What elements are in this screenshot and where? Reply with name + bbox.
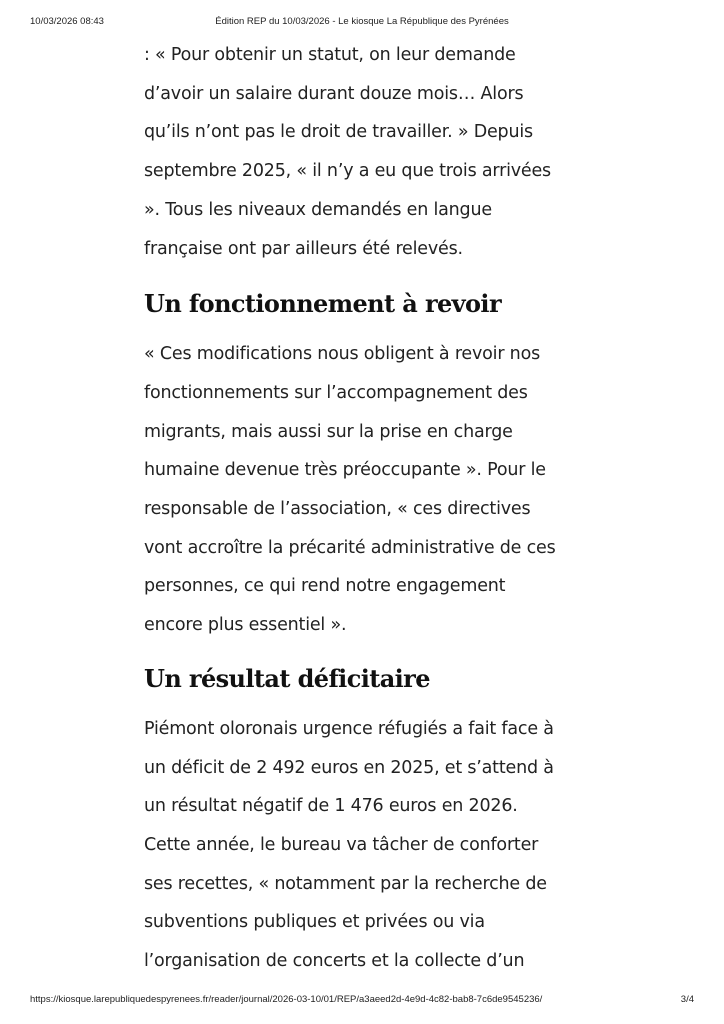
article-body	[144, 36, 589, 981]
text-line: fonctionnements sur l’accompagnement des	[144, 382, 528, 403]
text-line: l’organisation de concerts et la collecte d’un	[144, 951, 525, 972]
text-line: responsable de l’association, « ces directives	[144, 499, 531, 520]
text-line: septembre 2025, « il n’y a eu que trois arrivées	[144, 161, 551, 182]
print-date: 10/03/2026 08:43	[30, 16, 104, 27]
text-line: ». Tous les niveaux demandés en langue	[144, 199, 492, 220]
text-line: Piémont oloronais urgence réfugiés a fait face à	[144, 718, 554, 739]
text-line: française ont par ailleurs été relevés.	[144, 238, 463, 259]
text-line: : « Pour obtenir un statut, on leur demande	[144, 45, 516, 65]
print-footer	[30, 994, 694, 1008]
text-line: personnes, ce qui rend notre engagement	[144, 576, 506, 597]
print-header	[30, 16, 694, 30]
text-line: migrants, mais aussi sur la prise en charge	[144, 421, 513, 442]
text-line: qu’ils n’ont pas le droit de travailler. » Depuis	[144, 122, 533, 143]
text-line: ses recettes, « notamment par la recherche de	[144, 873, 547, 894]
text-line: humaine devenue très préoccupante ». Pour le	[144, 460, 546, 481]
text-line: un résultat négatif de 1 476 euros en 2026.	[144, 796, 518, 817]
page-url: https://kiosque.larepubliquedespyrenees.fr/reader/journal/2026-03-10/01/REP/a3aeed2d-4e9d-4c82-bab8-7c6de9545236/	[30, 994, 543, 1005]
text-line: d’avoir un salaire durant douze mois… Alors	[144, 83, 524, 104]
paragraph-fonctionnement	[144, 335, 589, 645]
text-line: subventions publiques et privées ou via	[144, 912, 485, 933]
text-line: « Ces modifications nous obligent à revoir nos	[144, 344, 540, 365]
print-title: Édition REP du 10/03/2026 - Le kiosque La République des Pyrénées	[215, 16, 509, 27]
paragraph-resultat	[144, 710, 589, 981]
section-heading-fonctionnement: Un fonctionnement à revoir	[144, 289, 501, 319]
text-line: encore plus essentiel ».	[144, 615, 347, 636]
section-heading-resultat: Un résultat déficitaire	[144, 663, 430, 693]
page-number: 3/4	[680, 994, 694, 1005]
text-line: Cette année, le bureau va tâcher de conforter	[144, 834, 539, 855]
paragraph-intro	[144, 36, 589, 268]
text-line: un déficit de 2 492 euros en 2025, et s’attend à	[144, 757, 554, 778]
text-line: vont accroître la précarité administrative de ces	[144, 537, 556, 558]
